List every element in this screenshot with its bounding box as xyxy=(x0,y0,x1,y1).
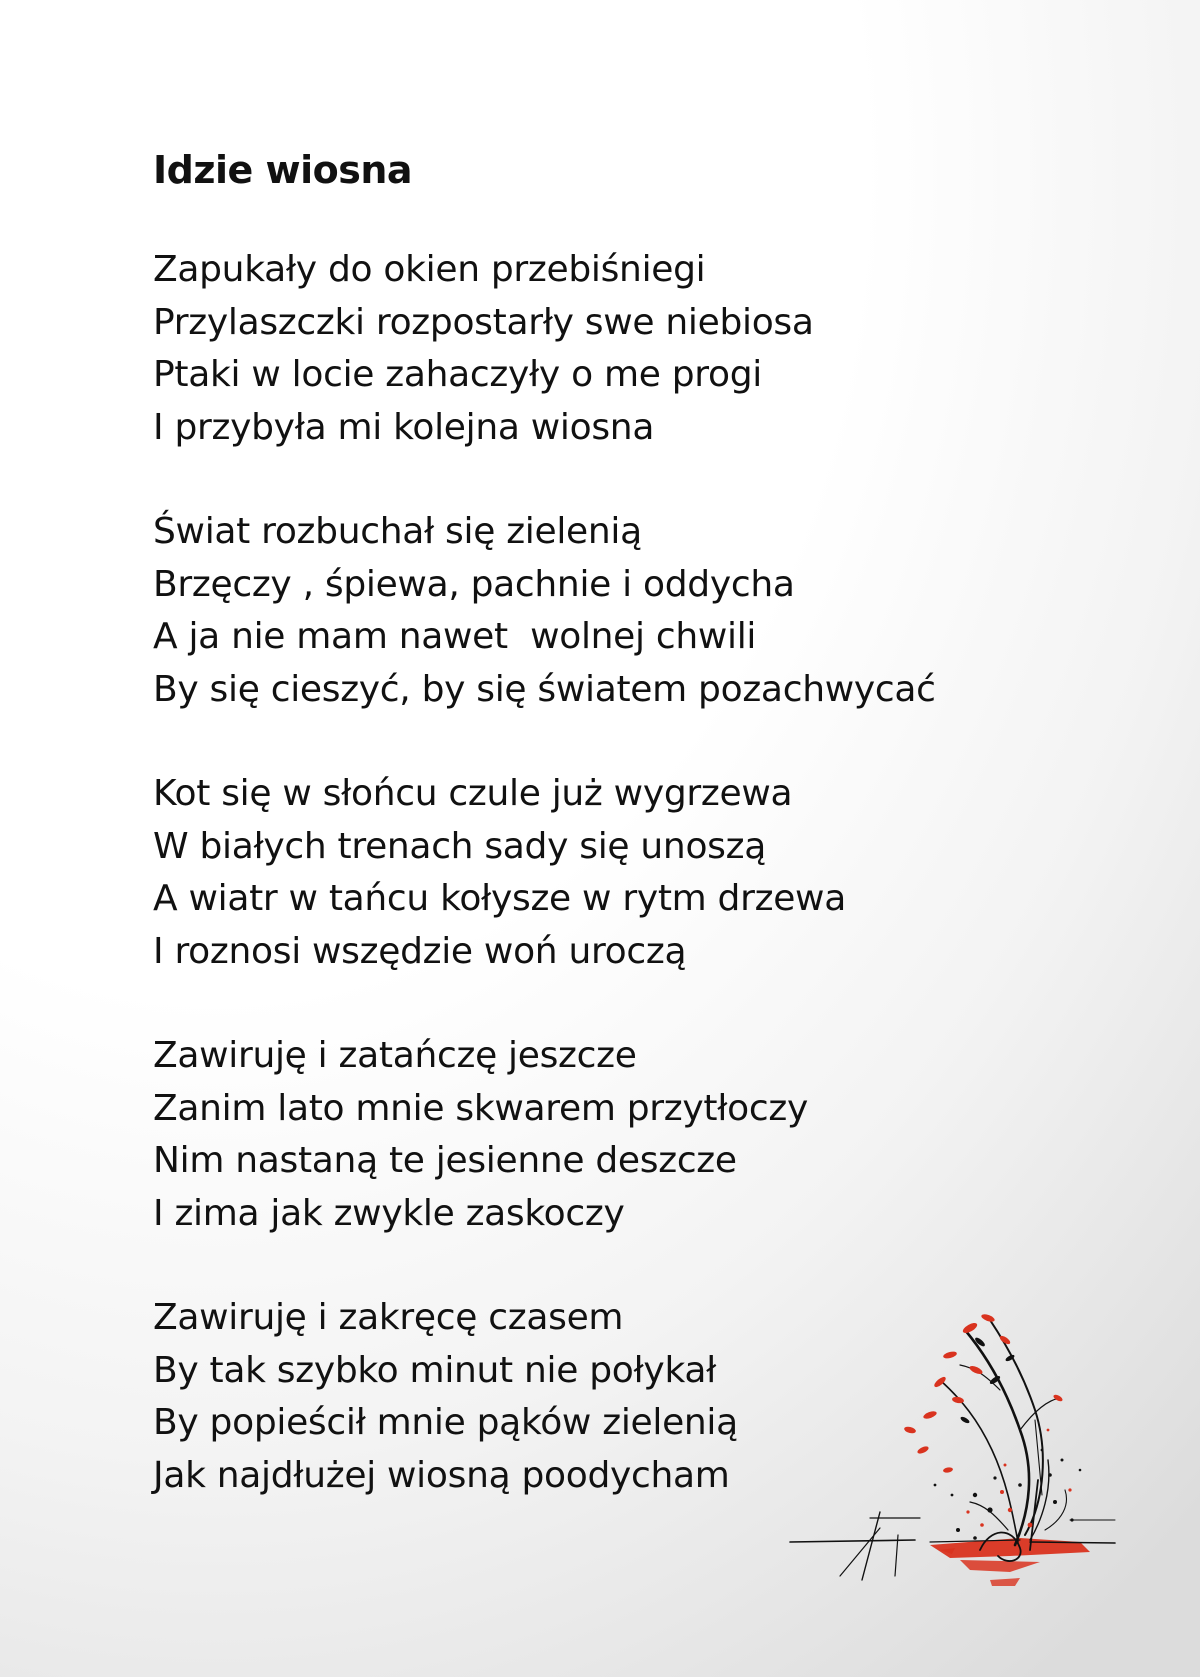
stanza-1 xyxy=(153,244,1053,454)
stanza-3 xyxy=(153,768,1053,978)
poem-line: Brzęczy , śpiewa, pachnie i oddycha xyxy=(153,563,795,605)
poem-title: Idzie wiosna xyxy=(153,148,413,192)
poem-line: Zapukały do okien przebiśniegi xyxy=(153,249,706,290)
poem-line: W białych trenach sady się unoszą xyxy=(153,825,766,867)
poem-line: Świat rozbuchał się zielenią xyxy=(153,511,642,552)
poem-line: By tak szybko minut nie połykał xyxy=(153,1349,717,1391)
stanza-2 xyxy=(153,506,1053,716)
red-ground-splash xyxy=(930,1538,1090,1586)
poem-line: I zima jak zwykle zaskoczy xyxy=(153,1192,625,1234)
poem-line: Przylaszczki rozpostarły swe niebiosa xyxy=(153,301,814,343)
ink-dots xyxy=(934,1429,1082,1540)
poem-line: A wiatr w tańcu kołysze w rytm drzewa xyxy=(153,878,846,919)
poem-line: By popieścił mnie pąków zielenią xyxy=(153,1402,738,1443)
poem-line: Zawiruję i zatańczę jeszcze xyxy=(153,1035,637,1076)
poem-line: Zawiruję i zakręcę czasem xyxy=(153,1297,624,1338)
poem-line: By się cieszyć, by się światem pozachwycać xyxy=(153,668,936,710)
poem-line: I przybyła mi kolejna wiosna xyxy=(153,406,655,448)
poem-line: Zanim lato mnie skwarem przytłoczy xyxy=(153,1087,808,1129)
red-leaves xyxy=(903,1313,1063,1474)
poem-line: I roznosi wszędzie woń uroczą xyxy=(153,930,687,972)
poem-line: Kot się w słońcu czule już wygrzewa xyxy=(153,773,793,814)
poem-line: Ptaki w locie zahaczyły o me progi xyxy=(153,354,762,395)
ink-tree-icon xyxy=(780,1280,1160,1620)
poem-line: A ja nie mam nawet wolnej chwili xyxy=(153,616,757,657)
tree-branches xyxy=(940,1320,1066,1561)
poem-line: Jak najdłużej wiosną poodycham xyxy=(153,1454,730,1496)
poem-line: Nim nastaną te jesienne deszcze xyxy=(153,1140,737,1181)
stanza-4 xyxy=(153,1030,1053,1240)
